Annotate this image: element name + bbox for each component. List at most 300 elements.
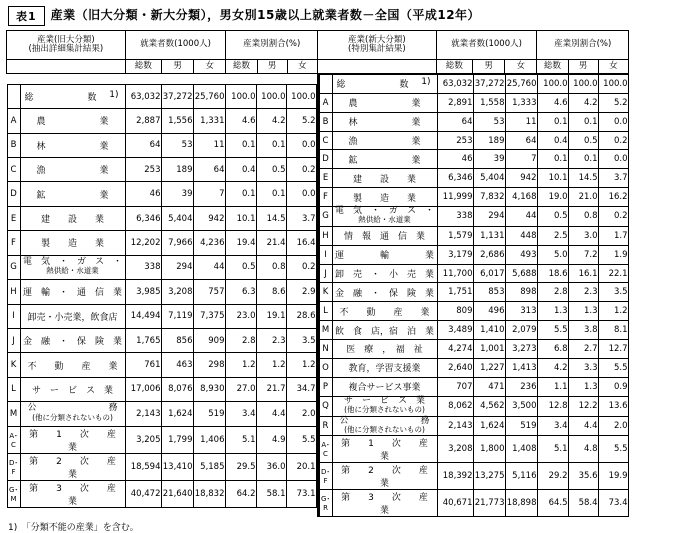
share-value: 1.1 [537,377,568,396]
share-value: 2.5 [537,226,568,245]
table-row [319,75,628,94]
workers-value: 7,966 [161,231,193,255]
workers-value: 3,500 [505,396,537,416]
workers-value: 40,671 [437,490,473,517]
workers-value: 1,751 [437,283,473,302]
workers-value: 2,686 [473,245,505,264]
table-row [7,255,316,279]
industry-code: Q [319,396,332,416]
workers-value: 18,898 [505,490,537,517]
share-value: 2.8 [537,283,568,302]
share-value: 0.0 [598,112,628,131]
workers-value: 46 [125,182,161,206]
workers-value: 25,760 [505,75,537,94]
workers-value: 1,001 [473,340,505,359]
share-value: 29.2 [537,463,568,490]
table-row [319,226,628,245]
industry-code: E [319,169,332,188]
workers-value: 189 [161,158,193,182]
share-value: 8.6 [256,280,286,304]
workers-value: 6,346 [437,169,473,188]
share-value: 3.5 [286,328,316,352]
share-value: 0.2 [286,255,316,279]
industry-code: N [319,340,332,359]
industry-name: 医 療 ， 福 祉 [332,340,437,359]
workers-value: 11 [193,133,225,157]
workers-value: 8,930 [193,377,225,401]
share-value: 0.1 [537,150,568,169]
share-value: 13.6 [598,396,628,416]
share-value: 2.0 [286,402,316,426]
share-value: 1.2 [256,353,286,377]
share-value: 23.0 [225,304,256,328]
table-row [7,453,316,480]
header-right-industry-blank [318,60,437,74]
share-value: 6.3 [225,280,256,304]
workers-value: 4,236 [193,231,225,255]
table-row [319,396,628,416]
workers-value: 18,594 [125,453,161,480]
share-value: 0.2 [598,131,628,150]
table-row [7,304,316,328]
table-row [7,182,316,206]
workers-value: 3,489 [437,321,473,340]
industry-code: M [319,321,332,340]
share-value: 64.2 [225,480,256,507]
share-value: 36.0 [256,453,286,480]
share-value: 4.2 [256,109,286,133]
share-value: 4.9 [256,426,286,453]
share-value: 12.2 [568,396,598,416]
workers-value: 1,227 [473,358,505,377]
industry-name: 情 報 通 信 業 [332,226,437,245]
share-value: 0.0 [598,150,628,169]
industry-code: C [319,131,332,150]
header-left-industry-blank [7,60,126,74]
workers-value: 64 [505,131,537,150]
workers-value: 189 [473,131,505,150]
workers-value: 46 [437,150,473,169]
industry-name: 建 設 業 [20,206,125,230]
share-value: 2.0 [598,416,628,436]
share-value: 58.1 [256,480,286,507]
workers-value: 64 [125,133,161,157]
workers-value: 40,472 [125,480,161,507]
industry-name: 運 輸 ・ 通 信 業 [20,280,125,304]
share-value: 0.4 [225,158,256,182]
share-value: 4.6 [225,109,256,133]
header-right-workers: 就業者数(1000人) [436,31,537,60]
header-col-male-pct: 男 [257,60,287,74]
share-value: 19.4 [225,231,256,255]
workers-value: 898 [505,283,537,302]
share-value: 21.0 [568,188,598,207]
table-row [7,206,316,230]
workers-value: 39 [473,150,505,169]
industry-code: J [319,264,332,283]
share-value: 0.1 [537,112,568,131]
industry-name: 林 業 [20,133,125,157]
workers-value: 1,131 [473,226,505,245]
share-value: 27.0 [225,377,256,401]
workers-value: 63,032 [437,75,473,94]
share-value: 1.3 [568,302,598,321]
table-row [7,377,316,401]
header-col-female-pct-2: 女 [598,60,628,74]
workers-value: 2,079 [505,321,537,340]
workers-value: 2,887 [125,109,161,133]
share-value: 4.6 [537,93,568,112]
workers-value: 21,640 [161,480,193,507]
industry-name: 林 業 [332,112,437,131]
industry-name: サ ー ビ ス 業 [20,377,125,401]
industry-code: H [7,280,20,304]
industry-code: K [319,283,332,302]
workers-value: 761 [125,353,161,377]
table-number-badge: 表1 [8,6,45,26]
workers-value: 253 [437,131,473,150]
table-row [7,109,316,133]
share-value: 0.9 [598,377,628,396]
industry-code: I [7,304,20,328]
header-right-share: 産業別割合(%) [537,31,629,60]
workers-value: 13,410 [161,453,193,480]
share-value: 58.4 [568,490,598,517]
workers-value: 519 [505,416,537,436]
workers-value: 18,832 [193,480,225,507]
workers-value: 44 [505,207,537,227]
share-value: 0.5 [568,131,598,150]
header-left-industry: 産業(旧大分類) (抽出詳細集計結果) [7,31,126,60]
workers-value: 294 [473,207,505,227]
table-row [7,280,316,304]
workers-value: 809 [437,302,473,321]
share-value: 3.5 [598,283,628,302]
workers-value: 37,272 [161,84,193,108]
industry-name: 製 造 業 [20,231,125,255]
workers-value: 3,208 [437,436,473,463]
workers-value: 11,999 [437,188,473,207]
share-value: 1.2 [286,353,316,377]
share-value: 20.1 [286,453,316,480]
share-value: 0.5 [256,158,286,182]
industry-name: 漁 業 [20,158,125,182]
header-col-female-2: 女 [505,60,537,74]
table-row [319,302,628,321]
workers-value: 6,346 [125,206,161,230]
workers-value: 7,375 [193,304,225,328]
workers-value: 64 [193,158,225,182]
share-value: 0.1 [256,133,286,157]
share-value: 21.4 [256,231,286,255]
header-col-male: 男 [161,60,193,74]
share-value: 3.3 [568,358,598,377]
share-value: 4.4 [568,416,598,436]
workers-value: 471 [473,377,505,396]
industry-code: J [7,328,20,352]
table-row [319,93,628,112]
workers-value: 39 [161,182,193,206]
share-value: 100.0 [568,75,598,94]
industry-name: 第 3 次 産 業 [332,490,437,517]
industry-name: 第 3 次 産 業 [20,480,125,507]
share-value: 3.7 [598,169,628,188]
share-value: 4.8 [568,436,598,463]
industry-name: 電 気 ・ ガ ス ・ 熱供給・水道業 [332,207,437,227]
industry-code: D･F [7,453,20,480]
workers-value: 6,017 [473,264,505,283]
share-value: 3.7 [286,206,316,230]
workers-value: 856 [161,328,193,352]
workers-value: 17,006 [125,377,161,401]
workers-value: 1,558 [473,93,505,112]
table-row [7,353,316,377]
share-value: 0.1 [568,150,598,169]
workers-value: 14,494 [125,304,161,328]
workers-value: 4,274 [437,340,473,359]
share-value: 2.8 [225,328,256,352]
share-value: 12.7 [598,340,628,359]
share-value: 16.4 [286,231,316,255]
workers-value: 253 [125,158,161,182]
table-row [7,402,316,426]
table-row [7,133,316,157]
workers-value: 18,392 [437,463,473,490]
workers-value: 1,406 [193,426,225,453]
workers-value: 12,202 [125,231,161,255]
industry-name: 卸 売 ・ 小 売 業 [332,264,437,283]
header-left-workers: 就業者数(1000人) [125,31,226,60]
workers-value: 5,404 [161,206,193,230]
workers-value: 53 [473,112,505,131]
workers-value: 53 [161,133,193,157]
share-value: 0.4 [537,131,568,150]
table-row [319,436,628,463]
industry-code: M [7,402,20,426]
industry-code: O [319,358,332,377]
workers-value: 5,404 [473,169,505,188]
share-value: 5.2 [598,93,628,112]
table-row [319,321,628,340]
workers-value: 4,168 [505,188,537,207]
header-col-total-2: 総数 [436,60,472,74]
workers-value: 909 [193,328,225,352]
table-row [319,416,628,436]
workers-value: 707 [437,377,473,396]
share-value: 0.0 [286,182,316,206]
industry-code: A･C [7,426,20,453]
workers-value: 1,579 [437,226,473,245]
table-body [7,74,629,518]
industry-code [319,75,332,94]
workers-value: 338 [437,207,473,227]
share-value: 34.7 [286,377,316,401]
workers-value: 313 [505,302,537,321]
share-value: 5.5 [598,436,628,463]
table-row [319,283,628,302]
workers-value: 1,800 [473,436,505,463]
industry-name: 金 融 ・ 保 険 業 [20,328,125,352]
industry-name: 総 数 1) [20,84,125,108]
industry-name: 第 2 次 産 業 [332,463,437,490]
workers-value: 236 [505,377,537,396]
industry-code: D･F [319,463,332,490]
header-left-share: 産業別割合(%) [226,31,318,60]
workers-value: 3,205 [125,426,161,453]
share-value: 0.1 [225,182,256,206]
industry-code: A [319,93,332,112]
share-value: 14.5 [568,169,598,188]
industry-name: 鉱 業 [332,150,437,169]
industry-code: D [319,150,332,169]
workers-value: 2,891 [437,93,473,112]
industry-name: 複合サービス事業 [332,377,437,396]
industry-name: 第 2 次 産 業 [20,453,125,480]
table-row [319,188,628,207]
share-value: 100.0 [537,75,568,94]
workers-value: 44 [193,255,225,279]
share-value: 0.5 [225,255,256,279]
share-value: 19.0 [537,188,568,207]
share-value: 100.0 [598,75,628,94]
industry-name: 不 動 産 業 [20,353,125,377]
workers-value: 448 [505,226,537,245]
industry-code: P [319,377,332,396]
industry-name: 総 数 1) [332,75,437,94]
workers-value: 2,143 [437,416,473,436]
workers-value: 7,119 [161,304,193,328]
workers-value: 3,273 [505,340,537,359]
workers-value: 1,624 [473,416,505,436]
header-col-total: 総数 [125,60,161,74]
share-value: 5.2 [286,109,316,133]
share-value: 3.4 [225,402,256,426]
workers-value: 5,688 [505,264,537,283]
table-row [319,245,628,264]
share-value: 28.6 [286,304,316,328]
share-value: 35.6 [568,463,598,490]
industry-code: A [7,109,20,133]
workers-value: 11,700 [437,264,473,283]
table-row [7,84,316,108]
share-value: 19.1 [256,304,286,328]
footnote: 1) 「分類不能の産業」を含む。 [8,523,139,533]
table-row [319,463,628,490]
workers-value: 63,032 [125,84,161,108]
share-value: 1.3 [568,377,598,396]
table-row [7,480,316,507]
header-col-female: 女 [194,60,226,74]
share-value: 29.5 [225,453,256,480]
industry-name: 鉱 業 [20,182,125,206]
share-value: 0.8 [568,207,598,227]
table-row [7,231,316,255]
industry-name: 卸売・小売業，飲食店 [20,304,125,328]
industry-name: 製 造 業 [332,188,437,207]
table-row [319,358,628,377]
share-value: 1.2 [598,302,628,321]
industry-code: A･C [319,436,332,463]
share-value: 5.1 [537,436,568,463]
table-row [319,112,628,131]
workers-value: 13,275 [473,463,505,490]
industry-code: D [7,182,20,206]
share-value: 100.0 [286,84,316,108]
workers-value: 757 [193,280,225,304]
industry-code: L [7,377,20,401]
workers-value: 942 [193,206,225,230]
share-value: 1.7 [598,226,628,245]
share-value: 16.2 [598,188,628,207]
header-col-total-pct: 総数 [226,60,257,74]
workers-value: 338 [125,255,161,279]
workers-value: 519 [193,402,225,426]
share-value: 16.1 [568,264,598,283]
workers-value: 1,556 [161,109,193,133]
industry-code [7,84,20,108]
workers-value: 3,208 [161,280,193,304]
title-row [8,6,685,26]
table-row [319,150,628,169]
industry-code: B [7,133,20,157]
industry-name: 金 融 ・ 保 険 業 [332,283,437,302]
table-row [319,264,628,283]
industry-name: 漁 業 [332,131,437,150]
share-value: 0.8 [256,255,286,279]
industry-name: 公 務 (他に分類されないもの) [332,416,437,436]
workers-value: 1,331 [193,109,225,133]
industry-name: 公 務 (他に分類されないもの) [20,402,125,426]
table-row [319,340,628,359]
share-value: 6.8 [537,340,568,359]
workers-value: 1,624 [161,402,193,426]
share-value: 21.7 [256,377,286,401]
share-value: 0.2 [598,207,628,227]
header-col-female-pct: 女 [287,60,317,74]
industry-name: 不 動 産 業 [332,302,437,321]
workers-value: 463 [161,353,193,377]
workers-value: 8,076 [161,377,193,401]
table-row [319,169,628,188]
industry-code: R [319,416,332,436]
workers-value: 64 [437,112,473,131]
industry-name: 第 1 次 産 業 [20,426,125,453]
header-col-male-pct-2: 男 [568,60,598,74]
header-col-total-pct-2: 総数 [537,60,568,74]
workers-value: 4,562 [473,396,505,416]
share-value: 14.5 [256,206,286,230]
workers-value: 5,116 [505,463,537,490]
industry-code: G [319,207,332,227]
industry-name: 第 1 次 産 業 [332,436,437,463]
workers-value: 496 [473,302,505,321]
share-value: 19.9 [598,463,628,490]
workers-value: 1,799 [161,426,193,453]
industry-name: 建 設 業 [332,169,437,188]
workers-value: 1,765 [125,328,161,352]
share-value: 0.5 [537,207,568,227]
table-row [319,490,628,517]
share-value: 100.0 [225,84,256,108]
workers-value: 8,062 [437,396,473,416]
workers-value: 5,185 [193,453,225,480]
workers-value: 3,179 [437,245,473,264]
industry-code: B [319,112,332,131]
workers-value: 25,760 [193,84,225,108]
workers-value: 3,985 [125,280,161,304]
industry-code: F [7,231,20,255]
workers-value: 493 [505,245,537,264]
